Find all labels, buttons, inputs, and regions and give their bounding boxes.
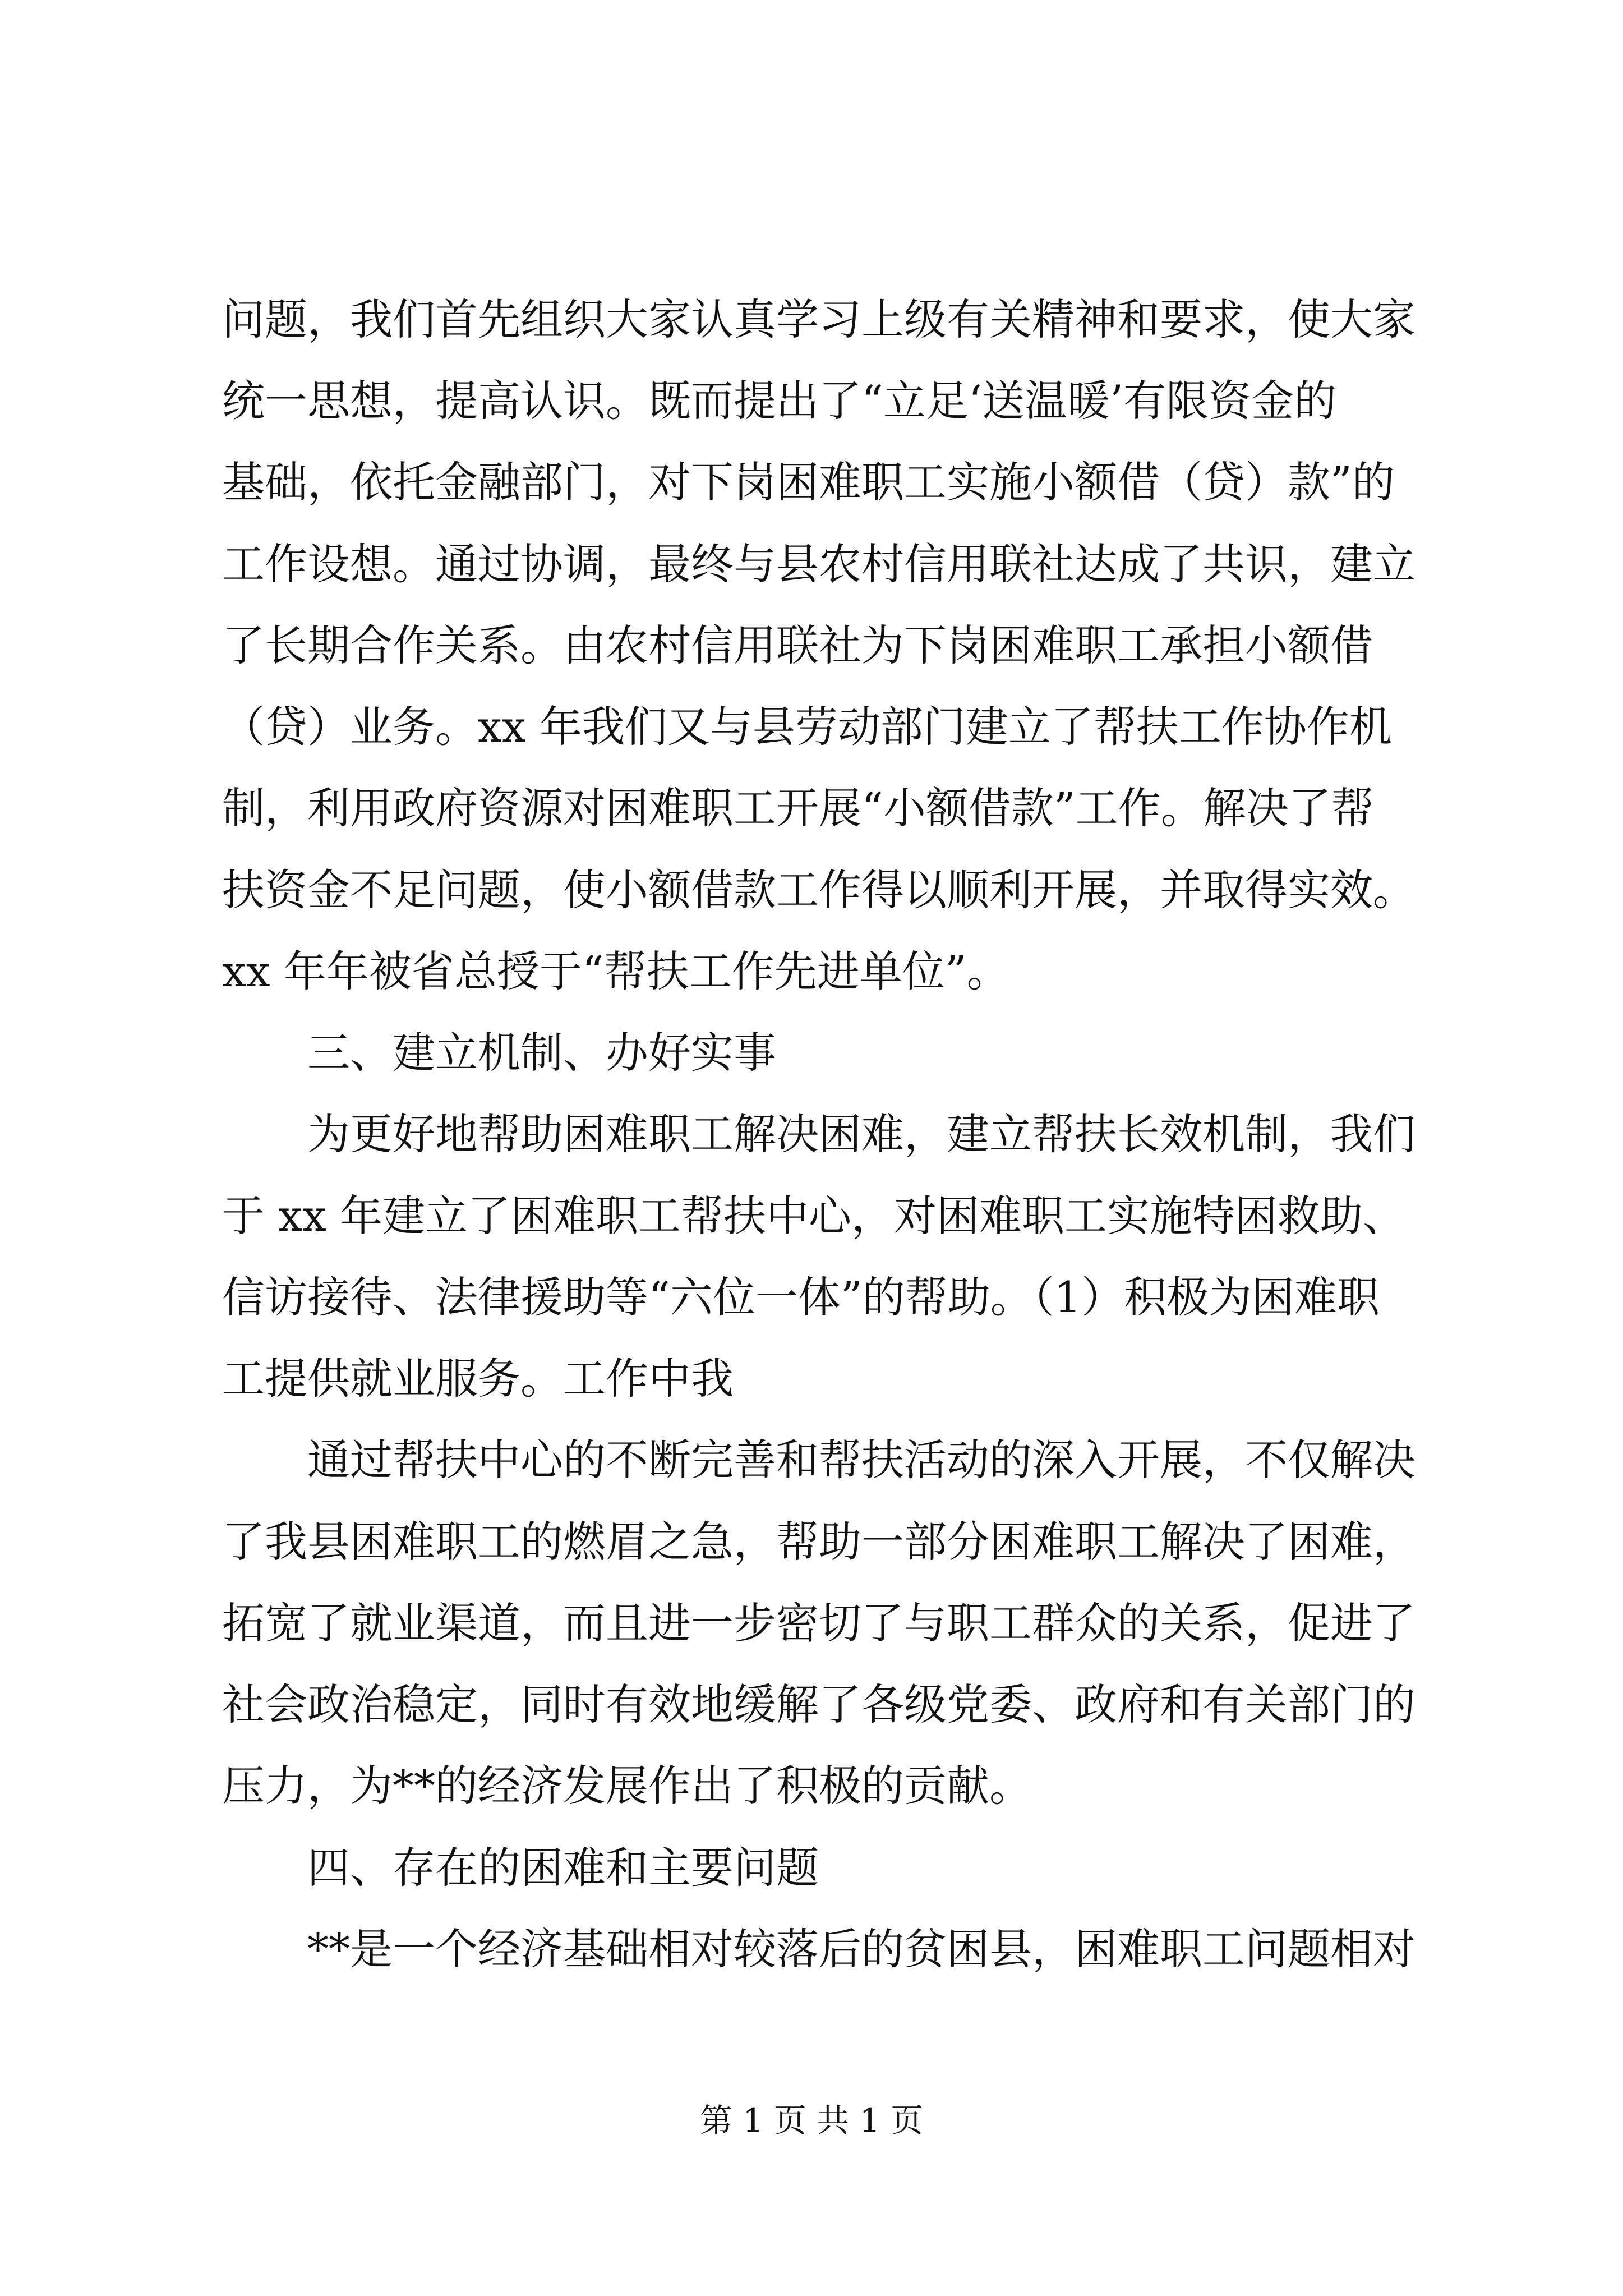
section-heading: 三、建立机制、办好实事 bbox=[307, 1028, 776, 1078]
paragraph-line: 社会政治稳定，同时有效地缓解了各级党委、政府和有关部门的 bbox=[222, 1680, 1415, 1729]
paragraph-line: xx 年年被省总授于“帮扶工作先进单位”。 bbox=[222, 946, 1009, 996]
paragraph-line: 问题，我们首先组织大家认真学习上级有关精神和要求，使大家 bbox=[222, 295, 1415, 344]
page-number-footer: 第 1 页 共 1 页 bbox=[700, 2101, 923, 2139]
paragraph-line: 扶资金不足问题，使小额借款工作得以顺利开展，并取得实效。 bbox=[222, 865, 1415, 915]
paragraph-first-line: 为更好地帮助困难职工解决困难，建立帮扶长效机制，我们 bbox=[307, 1109, 1415, 1159]
paragraph-line: 拓宽了就业渠道，而且进一步密切了与职工群众的关系，促进了 bbox=[222, 1598, 1415, 1648]
paragraph-first-line: 通过帮扶中心的不断完善和帮扶活动的深入开展，不仅解决 bbox=[307, 1435, 1415, 1485]
paragraph-line: 统一思想，提高认识。既而提出了“立足‘送温暖’有限资金的 bbox=[222, 376, 1337, 426]
section-heading: 四、存在的困难和主要问题 bbox=[307, 1843, 819, 1893]
paragraph-first-line: **是一个经济基础相对较落后的贫困县，困难职工问题相对 bbox=[307, 1924, 1415, 1974]
paragraph-line: 了长期合作关系。由农村信用联社为下岗困难职工承担小额借 bbox=[222, 620, 1373, 670]
paragraph-line: 压力，为**的经济发展作出了积极的贡献。 bbox=[222, 1761, 1032, 1811]
paragraph-line: 基础，依托金融部门，对下岗困难职工实施小额借（贷）款”的 bbox=[222, 457, 1395, 507]
paragraph-line: 于 xx 年建立了困难职工帮扶中心，对困难职工实施特困救助、 bbox=[222, 1191, 1406, 1241]
paragraph-line: 工提供就业服务。工作中我 bbox=[222, 1354, 734, 1404]
paragraph-line: 信访接待、法律援助等“六位一体”的帮助。（1）积极为困难职 bbox=[222, 1272, 1380, 1322]
paragraph-line: 制，利用政府资源对困难职工开展“小额借款”工作。解决了帮 bbox=[222, 783, 1374, 833]
paragraph-line: （贷）业务。xx 年我们又与县劳动部门建立了帮扶工作协作机 bbox=[222, 702, 1392, 752]
paragraph-line: 了我县困难职工的燃眉之急，帮助一部分困难职工解决了困难， bbox=[222, 1517, 1415, 1567]
paragraph-line: 工作设想。通过协调，最终与县农村信用联社达成了共识，建立 bbox=[222, 539, 1415, 589]
